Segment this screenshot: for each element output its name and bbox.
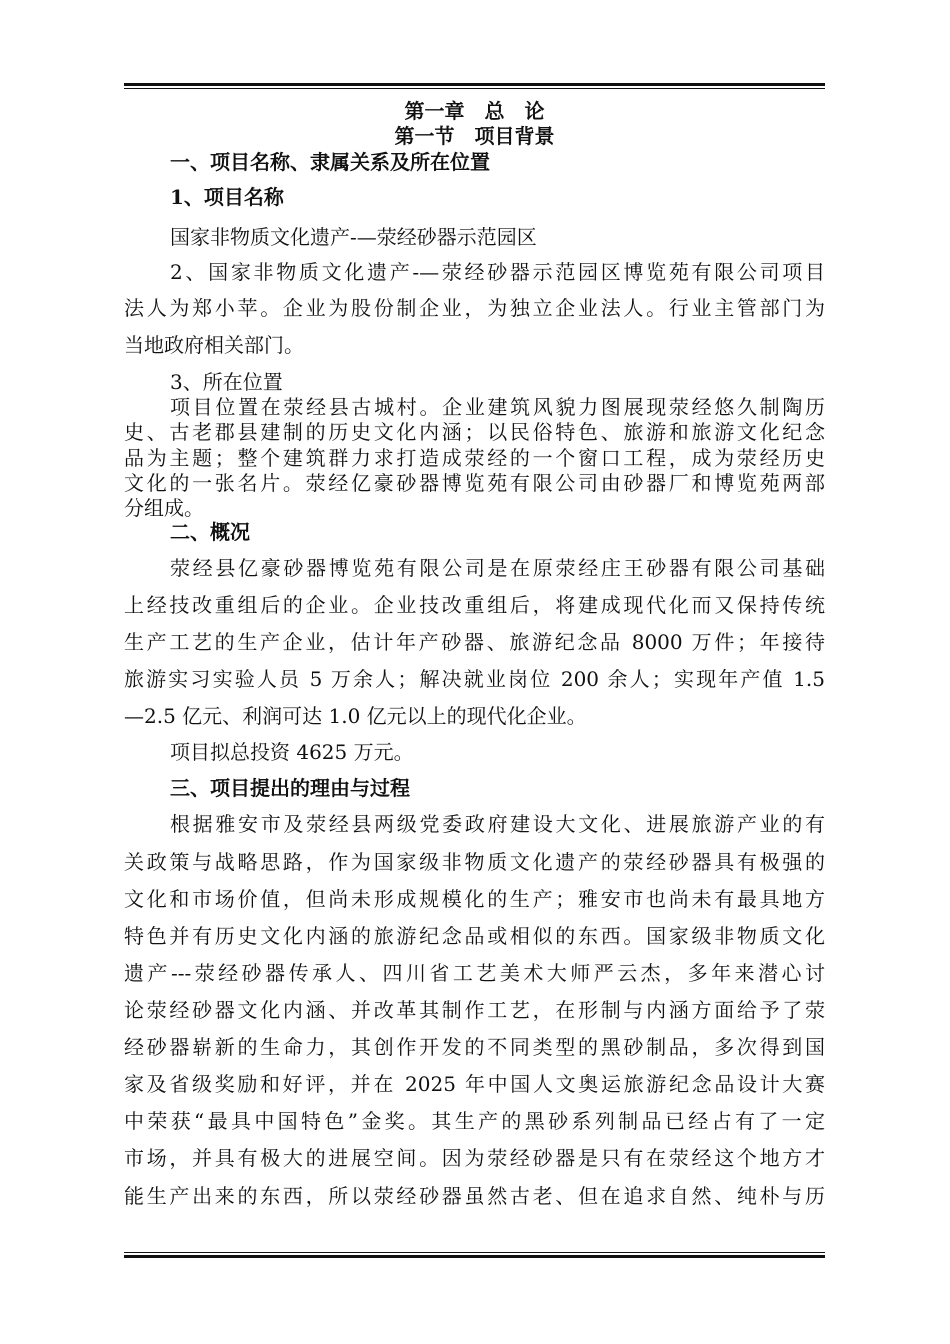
header-rule-thin <box>124 88 825 89</box>
paragraph-line: 品为主题；整个建筑群力求打造成荥经的一个窗口工程，成为荥经历史 <box>124 446 825 470</box>
paragraph-line: 旅游实习实验人员 5 万余人；解决就业岗位 200 余人；实现年产值 1.5 <box>124 667 825 691</box>
paragraph-line: 市场，并具有极大的进展空间。因为荥经砂器是只有在荥经这个地方才 <box>124 1146 825 1170</box>
paragraph-line: 法人为郑小苹。企业为股份制企业，为独立企业法人。行业主管部门为 <box>124 296 825 320</box>
paragraph-line: 生产工艺的生产企业，估计年产砂器、旅游纪念品 8000 万件；年接待 <box>124 630 825 654</box>
paragraph-line: 2、国家非物质文化遗产-—荥经砂器示范园区博览苑有限公司项目 <box>170 260 825 284</box>
paragraph-line: 史、古老郡县建制的历史文化内涵；以民俗特色、旅游和旅游文化纪念 <box>124 420 825 444</box>
paragraph-line: —2.5 亿元、利润可达 1.0 亿元以上的现代化企业。 <box>124 704 587 728</box>
section-title: 第一节 项目背景 <box>394 124 555 148</box>
heading-part2: 二、概况 <box>170 520 250 544</box>
paragraph-line: 关政策与战略思路，作为国家级非物质文化遗产的荥经砂器具有极强的 <box>124 850 825 874</box>
investment-text: 项目拟总投资 4625 万元。 <box>170 740 414 764</box>
paragraph-line: 经砂器崭新的生命力，其创作开发的不同类型的黑砂制品，多次得到国 <box>124 1035 825 1059</box>
paragraph-line: 当地政府相关部门。 <box>124 333 304 357</box>
paragraph-line: 根据雅安市及荥经县两级党委政府建设大文化、进展旅游产业的有 <box>170 812 825 836</box>
header-rule-thick <box>124 83 825 86</box>
paragraph-line: 文化的一张名片。荥经亿豪砂器博览苑有限公司由砂器厂和博览苑两部 <box>124 471 825 495</box>
paragraph-line: 中荣获“最具中国特色”金奖。其生产的黑砂系列制品已经占有了一定 <box>124 1109 825 1133</box>
chapter-title: 第一章 总 论 <box>404 99 545 123</box>
project-name-text: 国家非物质文化遗产-—荥经砂器示范园区 <box>170 225 537 249</box>
paragraph-line: 分组成。 <box>124 496 204 520</box>
paragraph-line: 遗产---荥经砂器传承人、四川省工艺美术大师严云杰，多年来潜心讨 <box>124 961 825 985</box>
paragraph-line: 论荥经砂器文化内涵、并改革其制作工艺，在形制与内涵方面给予了荥 <box>124 998 825 1022</box>
paragraph-line: 特色并有历史文化内涵的旅游纪念品或相似的东西。国家级非物质文化 <box>124 924 825 948</box>
heading-part3: 三、项目提出的理由与过程 <box>170 776 410 800</box>
paragraph-line: 家及省级奖励和好评，并在 2025 年中国人文奥运旅游纪念品设计大赛 <box>124 1072 825 1096</box>
paragraph-line: 文化和市场价值，但尚未形成规模化的生产；雅安市也尚未有最具地方 <box>124 887 825 911</box>
subheading-location: 3、所在位置 <box>170 370 283 394</box>
footer-rule-thin <box>124 1252 825 1253</box>
paragraph-line: 上经技改重组后的企业。企业技改重组后，将建成现代化而又保持传统 <box>124 593 825 617</box>
subheading-project-name: 1、项目名称 <box>170 185 284 209</box>
heading-part1: 一、项目名称、隶属关系及所在位置 <box>170 150 490 174</box>
paragraph-line: 项目位置在荥经县古城村。企业建筑风貌力图展现荥经悠久制陶历 <box>170 395 825 419</box>
footer-rule-thick <box>124 1255 825 1258</box>
paragraph-line: 能生产出来的东西，所以荥经砂器虽然古老、但在追求自然、纯朴与历 <box>124 1184 825 1208</box>
paragraph-line: 荥经县亿豪砂器博览苑有限公司是在原荥经庄王砂器有限公司基础 <box>170 556 825 580</box>
